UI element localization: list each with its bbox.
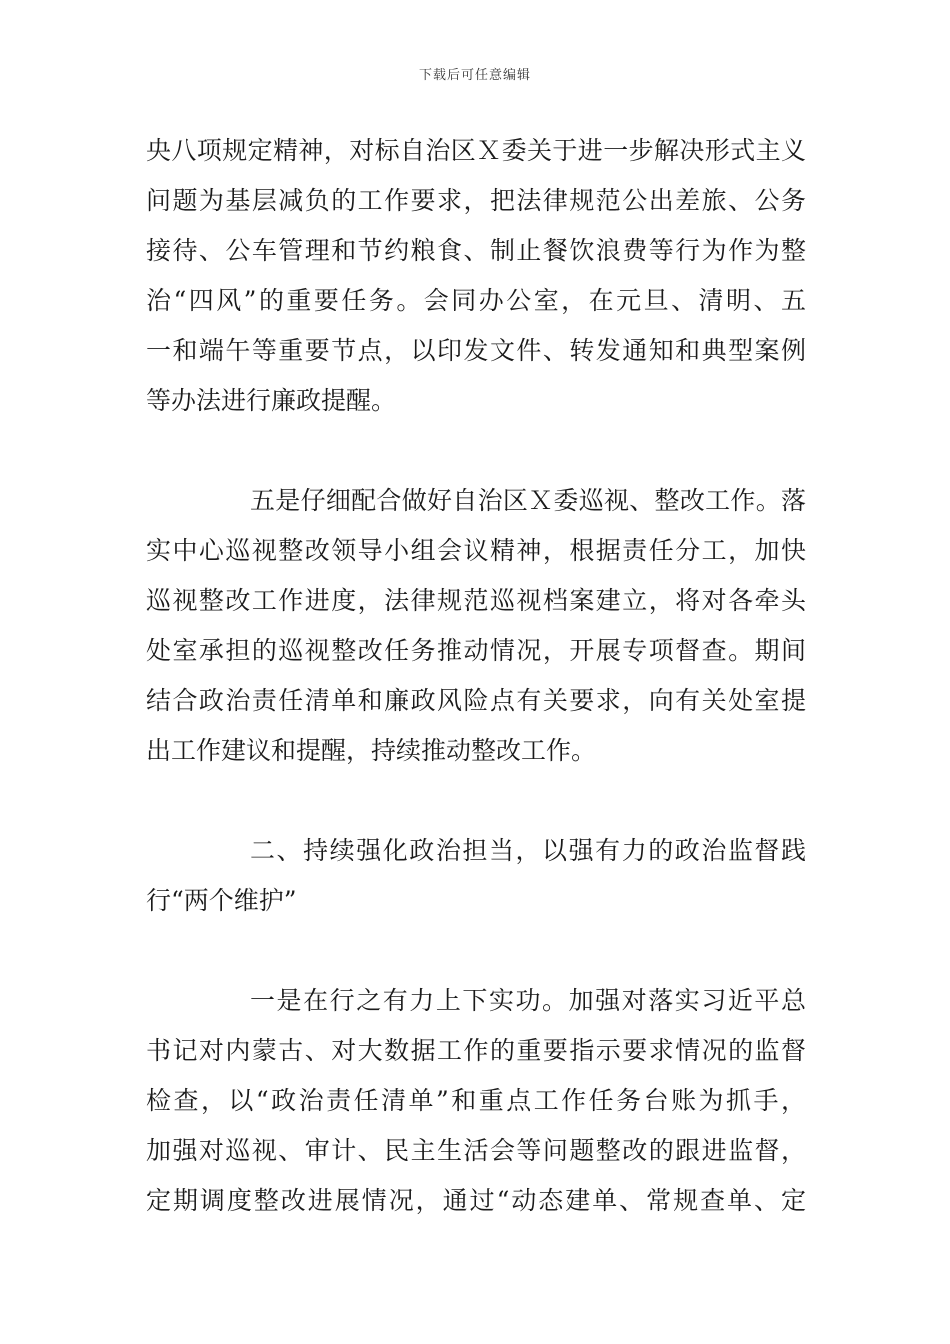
text-line: 出工作建议和提醒，持续推动整改工作。	[146, 736, 597, 765]
text-line: 结合政治责任清单和廉政风险点有关要求，向有关处室提	[146, 686, 806, 715]
text-line: 定期调度整改进展情况，通过“动态建单、常规查单、定	[146, 1186, 806, 1215]
text-line: 一是在行之有力上下实功。加强对落实习近平总	[250, 986, 806, 1015]
text-line: 书记对内蒙古、对大数据工作的重要指示要求情况的监督	[146, 1036, 806, 1065]
document-body	[146, 126, 806, 1226]
text-line: 检查，以“政治责任清单”和重点工作任务台账为抓手，	[146, 1086, 806, 1115]
text-line: 五是仔细配合做好自治区Ｘ委巡视、整改工作。落	[250, 486, 806, 515]
text-line: 二、持续强化政治担当，以强有力的政治监督践	[250, 836, 806, 865]
text-line: 加强对巡视、审计、民主生活会等问题整改的跟进监督，	[146, 1136, 806, 1165]
text-line: 治“四风”的重要任务。会同办公室，在元旦、清明、五	[146, 286, 806, 315]
paragraph-3	[146, 976, 806, 1226]
section-heading	[146, 826, 806, 926]
text-line: 等办法进行廉政提醒。	[146, 386, 397, 415]
paragraph-gap	[146, 926, 806, 976]
text-line: 处室承担的巡视整改任务推动情况，开展专项督查。期间	[146, 636, 806, 665]
paragraph-gap	[146, 426, 806, 476]
text-line: 巡视整改工作进度，法律规范巡视档案建立，将对各牵头	[146, 586, 806, 615]
text-line: 央八项规定精神，对标自治区Ｘ委关于进一步解决形式主义	[146, 136, 806, 165]
paragraph-gap	[146, 776, 806, 826]
paragraph-2	[146, 476, 806, 776]
text-line: 问题为基层减负的工作要求，把法律规范公出差旅、公务	[146, 186, 806, 215]
paragraph-1	[146, 126, 806, 426]
page-header: 下载后可任意编辑	[418, 68, 531, 83]
text-line: 行“两个维护”	[146, 886, 297, 915]
text-line: 实中心巡视整改领导小组会议精神，根据责任分工，加快	[146, 536, 806, 565]
text-line: 一和端午等重要节点，以印发文件、转发通知和典型案例	[146, 336, 806, 365]
text-line: 接待、公车管理和节约粮食、制止餐饮浪费等行为作为整	[146, 236, 806, 265]
